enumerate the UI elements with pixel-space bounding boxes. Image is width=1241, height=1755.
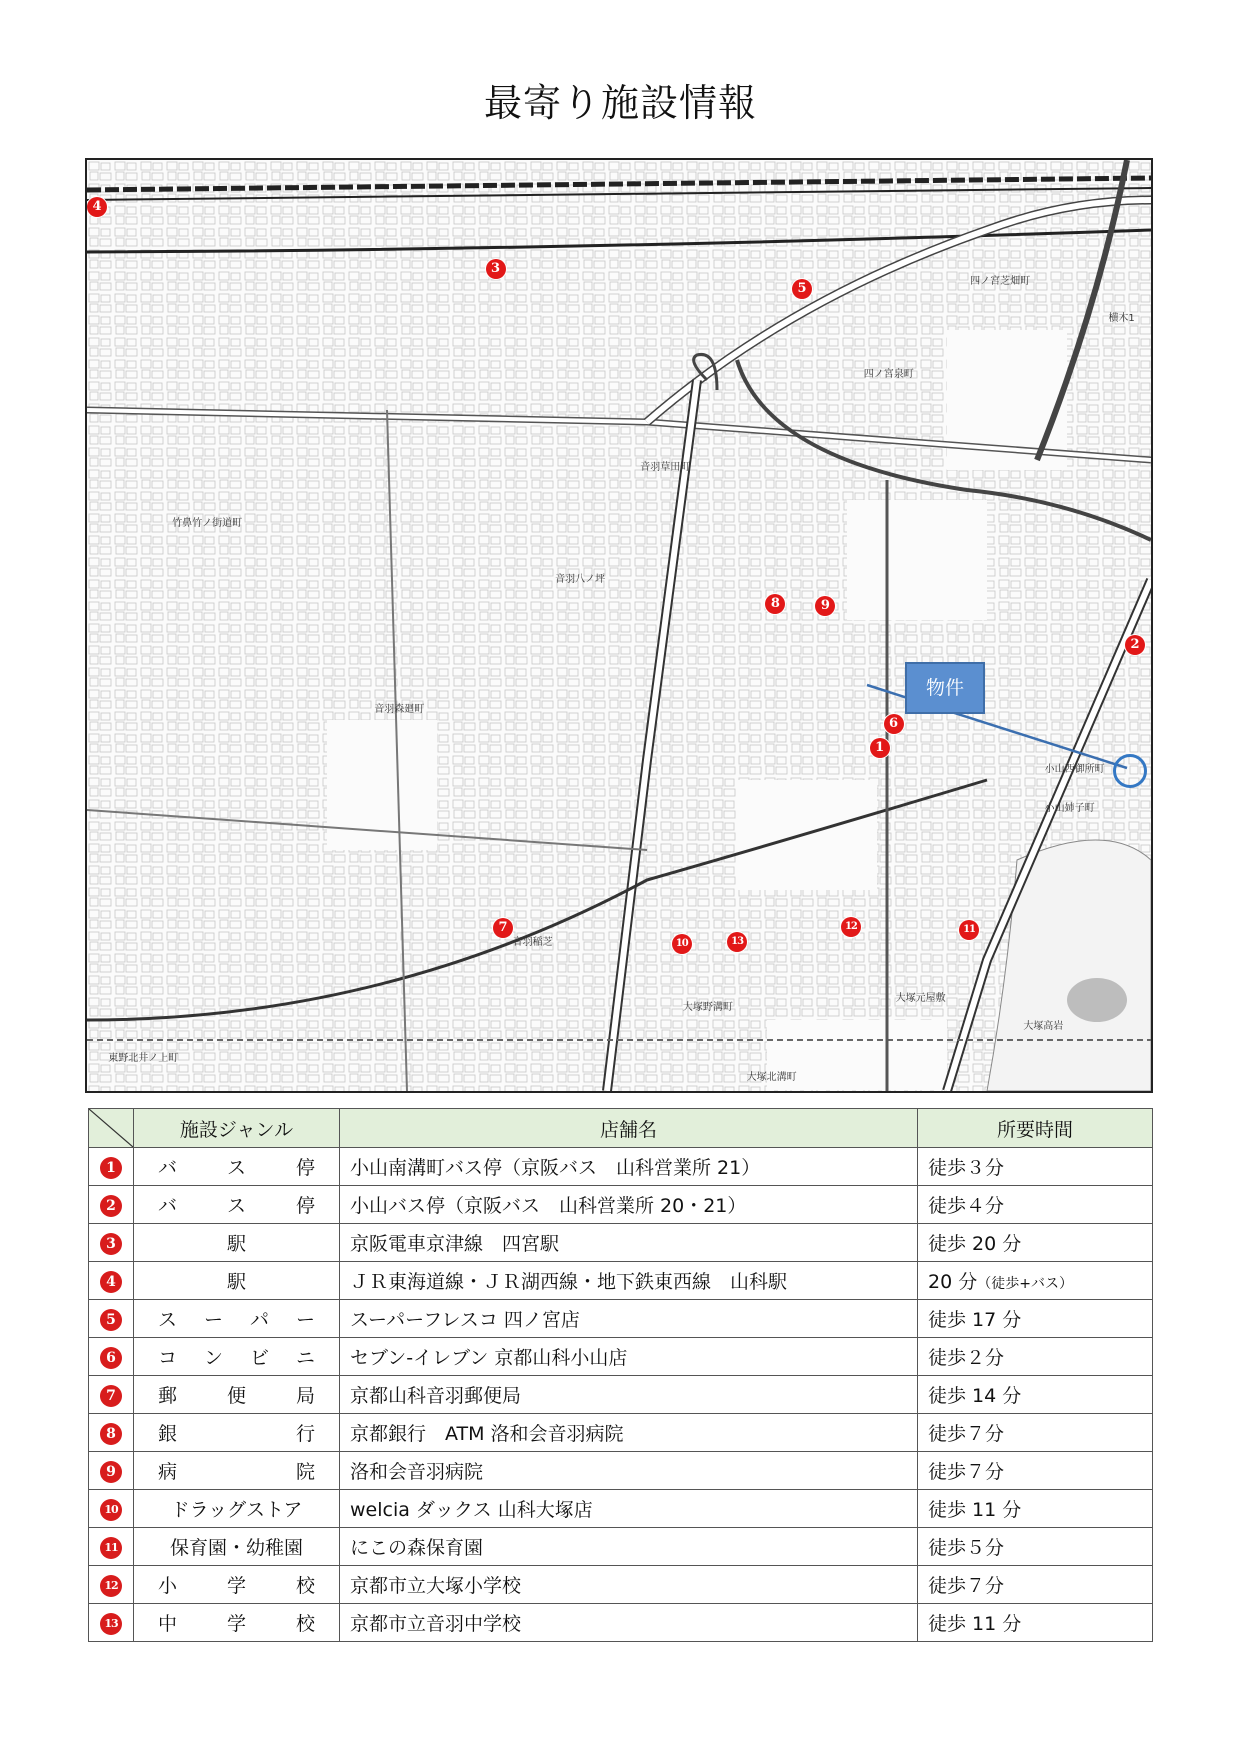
genre-char: 駅	[226, 1271, 246, 1293]
genre-char: 郵	[158, 1385, 178, 1407]
table-row	[89, 1414, 1153, 1452]
place-name-label: 大塚高岩	[1023, 1020, 1064, 1032]
travel-time-cell	[918, 1604, 1153, 1642]
table-row	[89, 1376, 1153, 1414]
travel-time-cell	[918, 1262, 1153, 1300]
map-marker-11[interactable]: 11	[959, 920, 979, 940]
facility-name-cell: セブン-イレブン 京都山科小山店	[340, 1338, 918, 1376]
genre-char: 病	[158, 1461, 178, 1483]
travel-time-note: （徒歩+バス）	[977, 1276, 1073, 1292]
row-number-cell	[89, 1604, 134, 1642]
genre-char: 停	[295, 1195, 315, 1217]
row-number-cell	[89, 1452, 134, 1490]
genre-char: バ	[158, 1157, 178, 1179]
row-number-cell	[89, 1262, 134, 1300]
travel-time: 徒歩４分	[928, 1195, 1005, 1217]
number-badge-icon: 8	[100, 1423, 122, 1445]
genre-char: 局	[295, 1385, 315, 1407]
facility-name-cell: 小山バス停（京阪バス 山科営業所 20・21）	[340, 1186, 918, 1224]
row-number-cell	[89, 1300, 134, 1338]
place-name-label: 四ノ宮芝畑町	[970, 275, 1031, 287]
row-number-cell	[89, 1148, 134, 1186]
travel-time: 徒歩 17 分	[928, 1309, 1022, 1331]
number-badge-icon: 7	[100, 1385, 122, 1407]
genre-cell	[134, 1186, 340, 1224]
place-name-label: 音羽稲芝	[512, 936, 553, 948]
header-corner-cell	[89, 1109, 134, 1148]
page-title: 最寄り施設情報	[483, 81, 757, 125]
genre-char: 中	[158, 1613, 178, 1635]
genre-char: ビ	[249, 1347, 269, 1369]
genre-cell	[134, 1148, 340, 1186]
place-name-label: 音羽八ノ坪	[555, 573, 606, 585]
place-name-label: 横木1	[1108, 312, 1135, 324]
travel-time-cell	[918, 1490, 1153, 1528]
travel-time: 徒歩２分	[928, 1347, 1005, 1369]
genre-char: ス	[226, 1195, 246, 1217]
facility-name-cell: welcia ダックス 山科大塚店	[340, 1490, 918, 1528]
map-marker-10[interactable]: 10	[672, 934, 692, 954]
map-marker-12[interactable]: 12	[841, 917, 861, 937]
map-roads	[87, 160, 1151, 1091]
diagonal-line-icon	[89, 1109, 133, 1147]
genre-cell	[134, 1224, 340, 1262]
property-label: 物件	[905, 662, 985, 714]
genre-char: パ	[249, 1309, 269, 1331]
place-name-label: 小山西御所町	[1044, 764, 1105, 776]
genre-cell	[134, 1262, 340, 1300]
travel-time-cell	[918, 1566, 1153, 1604]
place-name-label: 音羽草田町	[640, 461, 691, 473]
place-name-label: 東野北井ノ上町	[108, 1053, 179, 1065]
facilities-table	[88, 1108, 1153, 1642]
travel-time: 20 分	[928, 1271, 978, 1293]
travel-time: 徒歩 11 分	[928, 1613, 1022, 1635]
map-marker-9[interactable]: 9	[815, 596, 835, 616]
row-number-cell	[89, 1338, 134, 1376]
open-area	[847, 500, 987, 620]
row-number-cell	[89, 1186, 134, 1224]
map-marker-3[interactable]: 3	[486, 259, 506, 279]
genre-char: ドラッグストア	[170, 1499, 303, 1521]
genre-char: 保育園・幼稚園	[169, 1537, 303, 1559]
map-marker-5[interactable]: 5	[792, 279, 812, 299]
table-row	[89, 1604, 1153, 1642]
facility-name-cell: 小山南溝町バス停（京阪バス 山科営業所 21）	[340, 1148, 918, 1186]
genre-char: 学	[226, 1575, 246, 1597]
facility-name-cell: 京都市立大塚小学校	[340, 1566, 918, 1604]
facility-name-cell: ＪＲ東海道線・ＪＲ湖西線・地下鉄東西線 山科駅	[340, 1262, 918, 1300]
genre-char: ン	[203, 1347, 223, 1369]
facility-name-cell: 京都銀行 ATM 洛和会音羽病院	[340, 1414, 918, 1452]
number-badge-icon: 2	[100, 1195, 122, 1217]
table-row	[89, 1338, 1153, 1376]
property-location-circle	[1113, 754, 1147, 788]
travel-time-cell	[918, 1148, 1153, 1186]
map-marker-1[interactable]: 1	[870, 738, 890, 758]
genre-cell	[134, 1566, 340, 1604]
genre-char: バ	[158, 1195, 178, 1217]
genre-char: ー	[295, 1309, 315, 1331]
place-name-label: 小山姉子町	[1044, 802, 1095, 814]
genre-char: 学	[226, 1613, 246, 1635]
header-genre: 施設ジャンル	[134, 1109, 340, 1148]
place-name-label: 大塚野溝町	[682, 1001, 733, 1013]
table-row	[89, 1262, 1153, 1300]
travel-time: 徒歩７分	[928, 1461, 1005, 1483]
row-number-cell	[89, 1528, 134, 1566]
facility-name-cell: スーパーフレスコ 四ノ宮店	[340, 1300, 918, 1338]
header-time: 所要時間	[918, 1109, 1153, 1148]
travel-time-cell	[918, 1186, 1153, 1224]
row-number-cell	[89, 1566, 134, 1604]
table-row	[89, 1490, 1153, 1528]
map-marker-4[interactable]: 4	[87, 197, 107, 217]
pond	[1067, 978, 1127, 1022]
place-name-label: 竹鼻竹ノ街道町	[172, 517, 243, 529]
map-marker-2[interactable]: 2	[1125, 635, 1145, 655]
table-row	[89, 1528, 1153, 1566]
genre-cell	[134, 1490, 340, 1528]
genre-cell	[134, 1338, 340, 1376]
number-badge-icon: 4	[100, 1271, 122, 1293]
genre-cell	[134, 1528, 340, 1566]
row-number-cell	[89, 1490, 134, 1528]
genre-char: コ	[158, 1347, 178, 1369]
row-number-cell	[89, 1224, 134, 1262]
genre-cell	[134, 1300, 340, 1338]
genre-char: ス	[226, 1157, 246, 1179]
number-badge-icon: 12	[100, 1575, 122, 1597]
genre-char: 小	[158, 1575, 178, 1597]
map-marker-6[interactable]: 6	[884, 714, 904, 734]
genre-char: 行	[295, 1423, 315, 1445]
travel-time: 徒歩 20 分	[928, 1233, 1022, 1255]
facility-name-cell: 京都市立音羽中学校	[340, 1604, 918, 1642]
number-badge-icon: 10	[100, 1499, 122, 1521]
genre-char: 駅	[226, 1233, 246, 1255]
number-badge-icon: 5	[100, 1309, 122, 1331]
place-name-label: 大塚北溝町	[746, 1071, 797, 1083]
genre-char: 校	[295, 1613, 315, 1635]
row-number-cell	[89, 1376, 134, 1414]
genre-cell	[134, 1376, 340, 1414]
genre-char: 便	[226, 1385, 246, 1407]
row-number-cell	[89, 1414, 134, 1452]
genre-char: ニ	[295, 1347, 315, 1369]
travel-time-cell	[918, 1376, 1153, 1414]
genre-cell	[134, 1452, 340, 1490]
table-row	[89, 1148, 1153, 1186]
travel-time-cell	[918, 1224, 1153, 1262]
number-badge-icon: 11	[100, 1537, 122, 1559]
area-map[interactable]	[85, 158, 1153, 1093]
travel-time: 徒歩 14 分	[928, 1385, 1022, 1407]
place-name-label: 四ノ宮泉町	[863, 368, 914, 380]
table-row	[89, 1186, 1153, 1224]
facility-name-cell: 京阪電車京津線 四宮駅	[340, 1224, 918, 1262]
map-marker-7[interactable]: 7	[493, 918, 513, 938]
place-name-label: 大塚元屋敷	[895, 992, 946, 1004]
travel-time: 徒歩５分	[928, 1537, 1005, 1559]
travel-time: 徒歩３分	[928, 1157, 1005, 1179]
travel-time: 徒歩７分	[928, 1575, 1005, 1597]
number-badge-icon: 6	[100, 1347, 122, 1369]
genre-char: 銀	[158, 1423, 178, 1445]
travel-time-cell	[918, 1414, 1153, 1452]
facility-name-cell: 京都山科音羽郵便局	[340, 1376, 918, 1414]
travel-time-cell	[918, 1338, 1153, 1376]
number-badge-icon: 9	[100, 1461, 122, 1483]
genre-char: 停	[295, 1157, 315, 1179]
genre-char: ー	[203, 1309, 223, 1331]
travel-time-cell	[918, 1452, 1153, 1490]
travel-time-cell	[918, 1528, 1153, 1566]
genre-cell	[134, 1604, 340, 1642]
table-row	[89, 1566, 1153, 1604]
map-marker-8[interactable]: 8	[765, 594, 785, 614]
number-badge-icon: 3	[100, 1233, 122, 1255]
facility-name-cell: 洛和会音羽病院	[340, 1452, 918, 1490]
map-marker-13[interactable]: 13	[727, 932, 747, 952]
number-badge-icon: 13	[100, 1613, 122, 1635]
table-row	[89, 1452, 1153, 1490]
travel-time: 徒歩 11 分	[928, 1499, 1022, 1521]
genre-cell	[134, 1414, 340, 1452]
number-badge-icon: 1	[100, 1157, 122, 1179]
header-name: 店舗名	[340, 1109, 918, 1148]
table-row	[89, 1300, 1153, 1338]
genre-char: ス	[158, 1309, 178, 1331]
travel-time-cell	[918, 1300, 1153, 1338]
travel-time: 徒歩７分	[928, 1423, 1005, 1445]
place-name-label: 音羽森廻町	[374, 703, 425, 715]
facility-name-cell: にこの森保育園	[340, 1528, 918, 1566]
table-row	[89, 1224, 1153, 1262]
genre-char: 校	[295, 1575, 315, 1597]
genre-char: 院	[295, 1461, 315, 1483]
table-header-row	[89, 1109, 1153, 1148]
